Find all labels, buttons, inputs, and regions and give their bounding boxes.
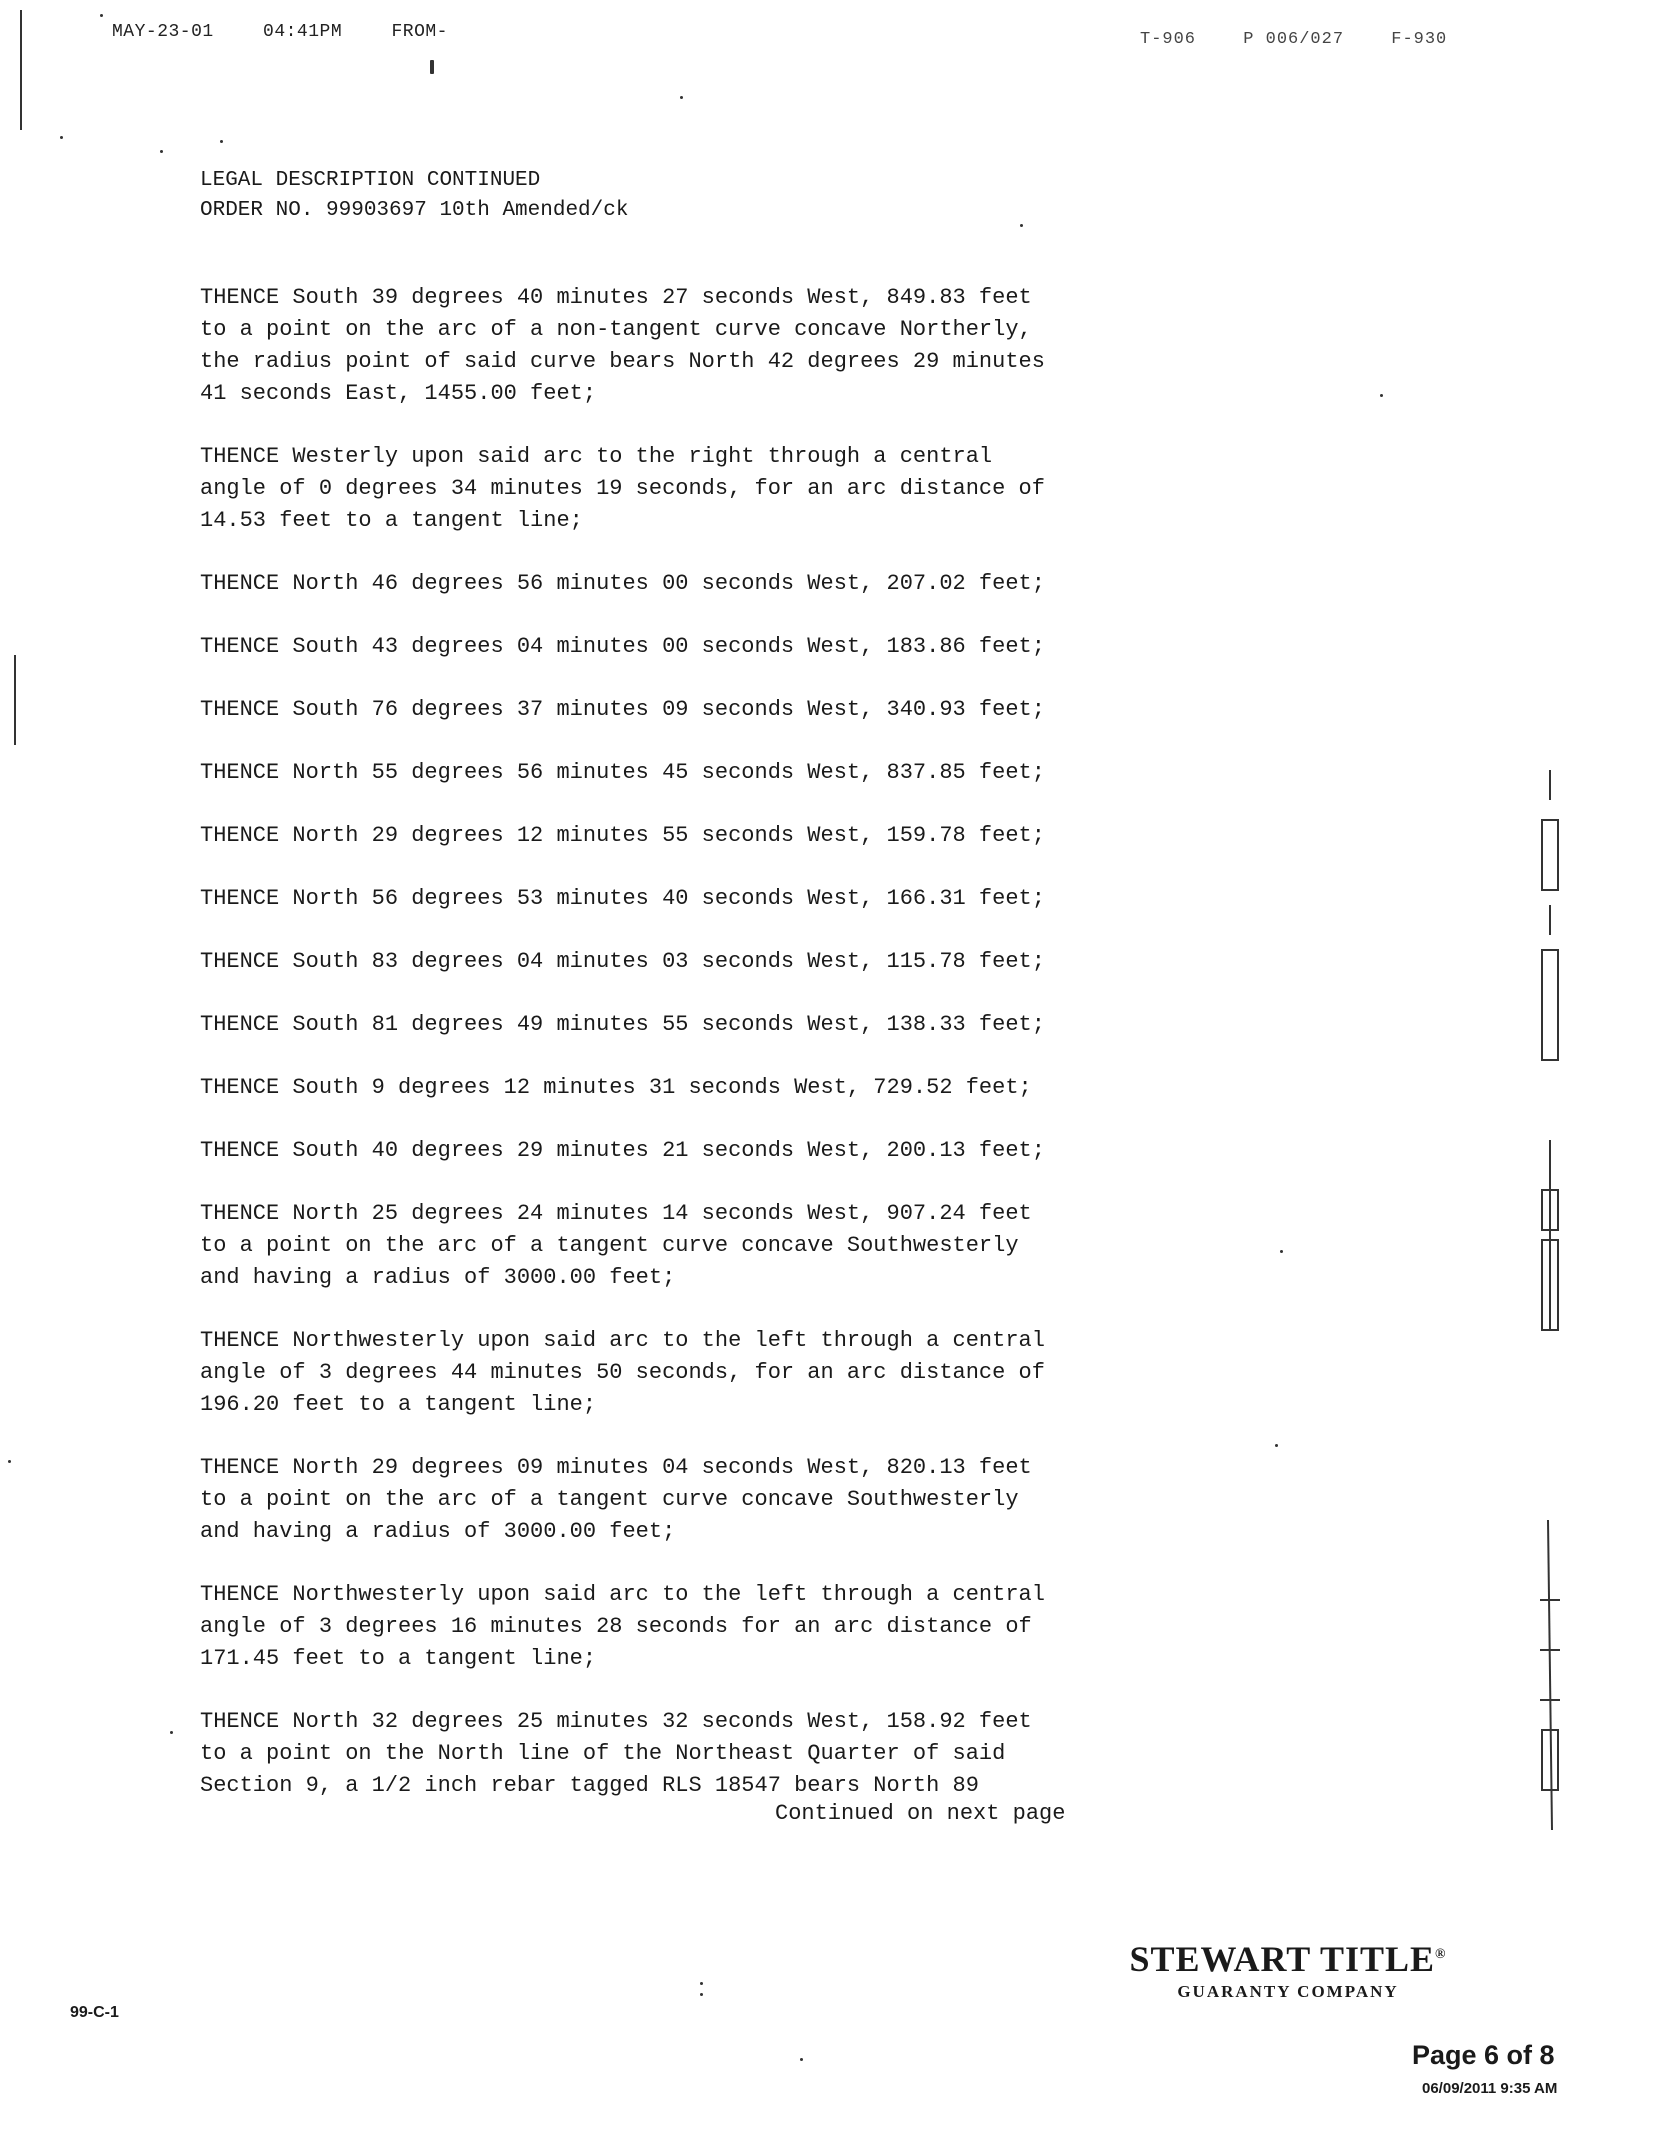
description-paragraph: THENCE Northwesterly upon said arc to the left through a central angle of 3 degrees 16 minutes 28 seconds for an arc distance of 171.45 feet to a tangent line; [200, 1582, 1045, 1671]
logo-subtitle: GUARANTY COMPANY [1177, 1982, 1399, 2001]
scan-speck [170, 1731, 173, 1734]
description-paragraph: THENCE South 39 degrees 40 minutes 27 seconds West, 849.83 feet to a point on the arc of a non-tangent curve concave Northerly, the radius point of said curve bears North 42 degrees 29 minutes 41 seconds East, 1455.00 feet; [200, 285, 1045, 406]
stewart-title-logo [1088, 1938, 1488, 2002]
form-code: 99-C-1 [70, 2004, 119, 2021]
continued-note: Continued on next page [775, 1801, 1066, 1826]
page-number: Page 6 of 8 [1412, 2040, 1555, 2070]
description-paragraph: THENCE South 43 degrees 04 minutes 00 seconds West, 183.86 feet; [200, 634, 1045, 659]
margin-scan-marks [1530, 770, 1570, 1850]
description-paragraph: THENCE North 29 degrees 09 minutes 04 seconds West, 820.13 feet to a point on the arc of a tangent curve concave Southwesterly and having a radius of 3000.00 feet; [200, 1455, 1032, 1544]
description-paragraph: THENCE North 46 degrees 56 minutes 00 seconds West, 207.02 feet; [200, 571, 1045, 596]
scan-speck [1020, 224, 1023, 227]
logo-name: STEWART TITLE [1129, 1939, 1436, 1979]
scan-speck [1280, 1250, 1283, 1253]
fax-time: 04:41PM [263, 22, 343, 42]
fax-header [112, 22, 486, 42]
scan-speck [160, 150, 163, 153]
order-number: ORDER NO. 99903697 10th Amended/ck [200, 199, 629, 222]
scan-speck [700, 1993, 703, 1996]
description-paragraph: THENCE North 25 degrees 24 minutes 14 seconds West, 907.24 feet to a point on the arc of a tangent curve concave Southwesterly and having a radius of 3000.00 feet; [200, 1201, 1032, 1290]
description-paragraph: THENCE Westerly upon said arc to the right through a central angle of 0 degrees 34 minutes 19 seconds, for an arc distance of 14.53 feet to a tangent line; [200, 444, 1045, 533]
scan-speck [100, 14, 103, 17]
scan-speck [220, 140, 223, 143]
scan-speck [8, 1460, 11, 1463]
fax-from: FROM- [391, 22, 448, 42]
fax-pages: P 006/027 [1243, 30, 1345, 49]
scan-speck [700, 1982, 703, 1985]
heading-title: LEGAL DESCRIPTION CONTINUED [200, 169, 541, 192]
legal-description-body [200, 282, 1200, 1802]
fax-date: MAY-23-01 [112, 22, 214, 42]
scan-edge-mark [14, 655, 16, 745]
description-paragraph: THENCE North 29 degrees 12 minutes 55 seconds West, 159.78 feet; [200, 823, 1045, 848]
description-paragraph: THENCE North 56 degrees 53 minutes 40 seconds West, 166.31 feet; [200, 886, 1045, 911]
scan-edge-mark [20, 10, 22, 130]
description-paragraph: THENCE Northwesterly upon said arc to the left through a central angle of 3 degrees 44 minutes 50 seconds, for an arc distance of 196.20 feet to a tangent line; [200, 1328, 1045, 1417]
registered-mark: ® [1435, 1947, 1447, 1962]
description-paragraph: THENCE North 55 degrees 56 minutes 45 seconds West, 837.85 feet; [200, 760, 1045, 785]
scan-speck [430, 60, 434, 74]
scan-speck [1275, 1444, 1278, 1447]
scan-speck [800, 2058, 803, 2061]
scan-speck [60, 136, 63, 139]
description-paragraph: THENCE South 83 degrees 04 minutes 03 seconds West, 115.78 feet; [200, 949, 1045, 974]
description-paragraph: THENCE North 32 degrees 25 minutes 32 seconds West, 158.92 feet to a point on the North line of the Northeast Quarter of said Section 9, a 1/2 inch rebar tagged RLS 18547 bears North 89 [200, 1709, 1032, 1798]
scan-speck [680, 96, 683, 99]
description-paragraph: THENCE South 76 degrees 37 minutes 09 seconds West, 340.93 feet; [200, 697, 1045, 722]
document-heading [200, 166, 628, 226]
fax-meta [1140, 30, 1483, 49]
scan-speck [1380, 394, 1383, 397]
fax-station: T-906 [1140, 30, 1197, 49]
description-paragraph: THENCE South 81 degrees 49 minutes 55 seconds West, 138.33 feet; [200, 1012, 1045, 1037]
fax-job: F-930 [1391, 30, 1448, 49]
description-paragraph: THENCE South 40 degrees 29 minutes 21 seconds West, 200.13 feet; [200, 1138, 1045, 1163]
description-paragraph: THENCE South 9 degrees 12 minutes 31 seconds West, 729.52 feet; [200, 1075, 1032, 1100]
print-datestamp: 06/09/2011 9:35 AM [1422, 2080, 1558, 2097]
